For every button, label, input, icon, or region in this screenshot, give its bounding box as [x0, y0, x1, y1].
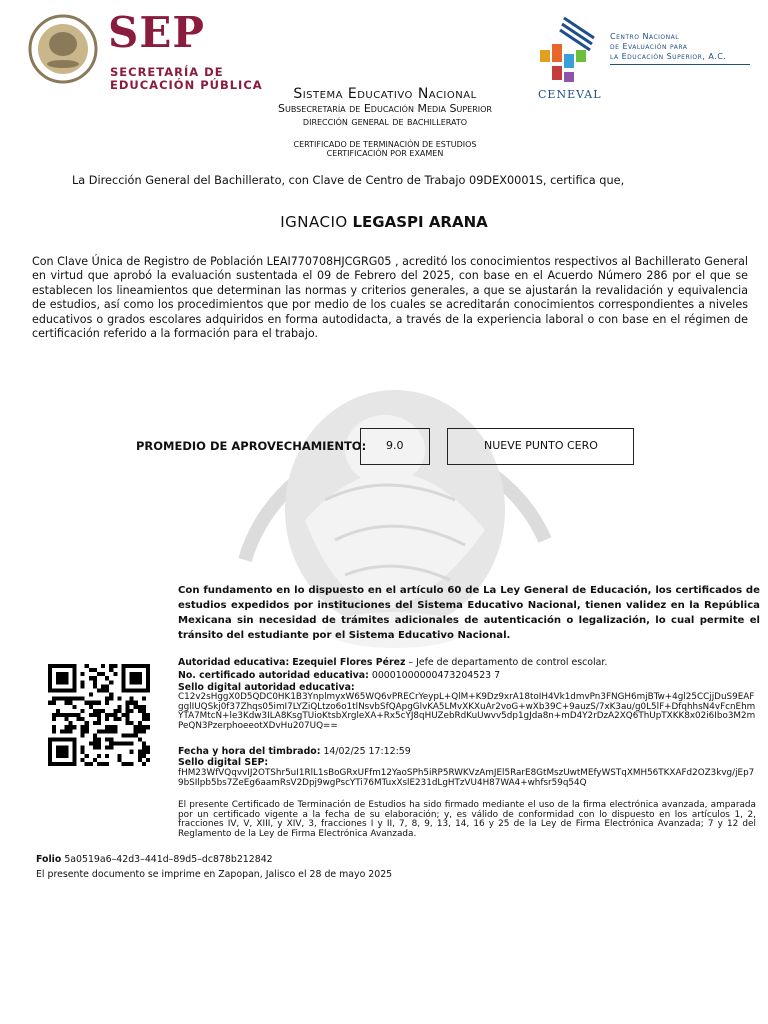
heading-subsecretaria: Subsecretaría de Educación Media Superior dirección general de bachillerato — [278, 102, 492, 128]
certification-paragraph: Con Clave Única de Registro de Población LEAI770708HJCGRG05 , acreditó los conocimientos respectivos al Bachillerato General en virtud que aprobó la evaluación sustentada el 09 de Febrero del 2025, con base en el Acuerdo Número 286 por el que se establecen los lineamientos que determinan las normas y criterios generales, a que se ajustarán la revalidación y equivalencia de estudios, así como los procedimientos que por medio de los cuales se acreditarán conocimientos correspondientes a niveles educativos o grados escolares adquiridos en forma autodidacta, a través de la experiencia laboral o con base en el régimen de certificación referido a la formación para el trabajo. — [32, 255, 748, 341]
sello-autoridad-label: Sello digital autoridad educativa: — [178, 682, 355, 693]
sep-logo-subtitle: SECRETARÍA DE EDUCACIÓN PÚBLICA — [110, 65, 263, 92]
promedio-text-box: NUEVE PUNTO CERO — [447, 428, 634, 465]
ceneval-divider — [610, 64, 750, 65]
fecha-timbrado-line: Fecha y hora del timbrado: 14/02/25 17:12:59 — [178, 746, 411, 757]
sello-sep-label: Sello digital SEP: — [178, 757, 269, 768]
last-name: LEGASPI ARANA — [352, 213, 488, 231]
autoridad-line: Autoridad educativa: Ezequiel Flores Pérez – Jefe de departamento de control escolar. — [178, 657, 608, 668]
given-name: IGNACIO — [280, 213, 348, 231]
ceneval-logo-icon — [538, 14, 600, 90]
sello-sep-value: fHM23WfVQqvvIJ2OTShr5uI1RlL1sBoGRxUFfm12YaoSPh5iRP5RWKVzAmJEl5RarE8GtMszUwtMEfyWSTqXMH56TKXAFd2OZ3kvg/jEp79bSIlpb5bs7ZeEg6aamRsV2Dpj9wgPscYTi76MTuxXslE231dLgHTzVU4H87WA4+whfsr59q54Q — [178, 768, 755, 788]
sep-logo-text: SEP — [108, 8, 205, 57]
cert-number-line: No. certificado autoridad educativa: 00001000000473204523 7 — [178, 670, 501, 681]
legal-paragraph: El presente Certificado de Terminación de Estudios ha sido firmado mediante el uso de la firma electrónica avanzada, amparada por un certificado vigente a la fecha de su elaboración; y, es válido de conformidad con lo dispuesto en los artículos 1, 2, fracciones IV, V, XIII, y XIV, 3, fracciones I y II, 7, 8, 9, 13, 14, 16 y 25 de la Ley de Firma Electrónica Avanzada; 7 y 12 del Reglamento de la Ley de Firma Electrónica Avanzada. — [178, 800, 756, 839]
heading-sistema: Sistema Educativo Nacional — [293, 86, 477, 102]
student-name — [0, 213, 768, 231]
fundamento-paragraph: Con fundamento en lo dispuesto en el artículo 60 de La Ley General de Educación, los certificados de estudios expedidos por instituciones del Sistema Educativo Nacional, tienen validez en la República Mexicana sin necesidad de trámites adicionales de autenticación o legalización, lo cual permite el tránsito del estudiante por el Sistema Educativo Nacional. — [178, 585, 760, 641]
promedio-value-box: 9.0 — [360, 428, 430, 465]
folio-line: Folio 5a0519a6–42d3–441d–89d5–dc878b212842 — [36, 854, 273, 865]
mexico-coat-of-arms-icon — [28, 14, 98, 84]
ceneval-logo-text: CENEVAL — [538, 88, 602, 101]
ceneval-full-name: Centro Nacional de Evaluación para la Educación Superior, A.C. — [610, 32, 727, 61]
heading-certificado: CERTIFICADO DE TERMINACIÓN DE ESTUDIOS CERTIFICACIÓN POR EXAMEN — [293, 140, 477, 158]
qr-code-icon — [48, 664, 150, 766]
sello-autoridad-value: C12v2sHggX0D5QDC0HK1B3YnplmyxW65WQ6vPRECrYeypL+QlM+K9Dz9xrA18toIH4Vk1dmvPn3FNGH6mjBTw+4gl25CCjjDuS9EAFgglIUQSkj0f37Zhqs05imI7LYZiQLtzo6o1tlNsvbSfQApgGlvKA5LMvXKXuAr2voG+wXb39C+9auzS/7xK3au/g0L5lF+DfqhhsN4vFcnEhmYTA7MtcN+le3Kdw3ILA8KsgTUioKtsbXrgleXA+Rx5cYJ8qHUZebRdKuUwvv5dp1gJda8n+mD4Y2rDzA2XQ6ThUpTXKK8x02i6Ibo3M2mPeQN3PzerphoeeotXDvHu207UQ== — [178, 692, 756, 731]
printed-location: El presente documento se imprime en Zapopan, Jalisco el 28 de mayo 2025 — [36, 869, 393, 880]
promedio-label: PROMEDIO DE APROVECHAMIENTO: — [136, 439, 367, 453]
certifica-line: La Dirección General del Bachillerato, con Clave de Centro de Trabajo 09DEX0001S, certifica que, — [72, 174, 625, 187]
